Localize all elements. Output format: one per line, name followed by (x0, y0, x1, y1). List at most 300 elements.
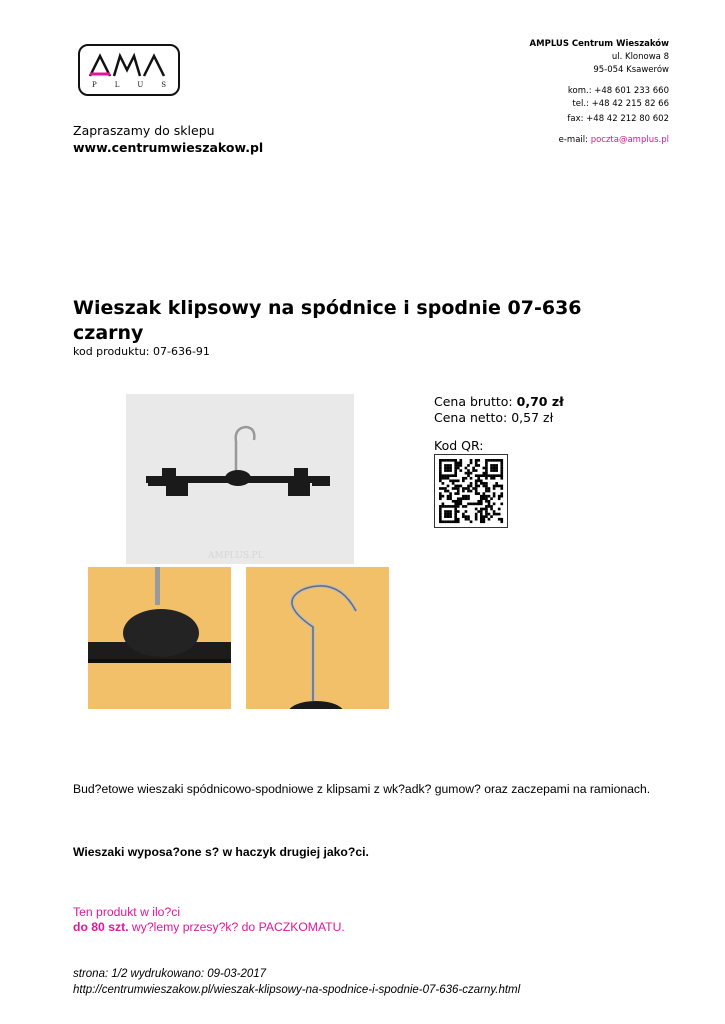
company-logo (78, 44, 180, 96)
qr-module (447, 485, 450, 488)
qr-module (444, 490, 447, 493)
qr-module (454, 474, 457, 477)
qr-module (449, 505, 452, 508)
qr-module (470, 485, 473, 488)
qr-module (442, 503, 445, 506)
qr-module (472, 469, 475, 472)
qr-module (454, 479, 457, 482)
qr-module (439, 474, 442, 477)
qr-module (449, 467, 452, 470)
qr-module (470, 477, 473, 480)
qr-module (447, 477, 450, 480)
qr-module (500, 464, 503, 467)
qr-module (447, 467, 450, 470)
qr-module (465, 472, 468, 475)
city: 95-054 Ksawerów (593, 65, 669, 75)
qr-module (449, 474, 452, 477)
qr-module (493, 495, 496, 498)
qr-module (465, 510, 468, 513)
qr-module (449, 495, 452, 498)
watermark: AMPLUS.PL (208, 551, 264, 561)
qr-module (470, 459, 473, 462)
qr-module (480, 500, 483, 503)
qr-module (465, 495, 468, 498)
qr-module (493, 513, 496, 516)
qr-module (465, 467, 468, 470)
qr-module (483, 518, 486, 521)
qr-module (439, 508, 442, 511)
promo-line-2: do 80 szt. wy?lemy przesy?k? do PACZKOMATU. (73, 920, 345, 934)
qr-module (485, 490, 488, 493)
qr-module (444, 459, 447, 462)
qr-module (462, 477, 465, 480)
qr-module (442, 505, 445, 508)
qr-module (472, 467, 475, 470)
qr-module (470, 503, 473, 506)
qr-module (447, 497, 450, 500)
qr-module (459, 485, 462, 488)
product-main-image[interactable] (126, 394, 354, 564)
qr-module (459, 459, 462, 462)
qr-module (454, 520, 457, 523)
street: ul. Klonowa 8 (611, 52, 669, 62)
qr-module (442, 459, 445, 462)
qr-module (488, 513, 491, 516)
qr-module (500, 487, 503, 490)
qr-module (483, 472, 486, 475)
qr-module (493, 474, 496, 477)
qr-module (485, 508, 488, 511)
qr-module (475, 503, 478, 506)
product-title: Wieszak klipsowy na spódnice i spodnie 07-636 czarny (73, 297, 582, 344)
qr-module (477, 459, 480, 462)
qr-module (439, 492, 442, 495)
qr-module (490, 474, 493, 477)
qr-module (467, 474, 470, 477)
qr-module (470, 472, 473, 475)
qr-module (495, 459, 498, 462)
qr-module (439, 462, 442, 465)
qr-module (465, 487, 468, 490)
qr-module (490, 469, 493, 472)
qr-module (495, 469, 498, 472)
qr-module (465, 505, 468, 508)
qr-module (500, 520, 503, 523)
qr-module (485, 462, 488, 465)
qr-module (439, 467, 442, 470)
qr-module (485, 477, 488, 480)
qr-module (475, 518, 478, 521)
qr-module (457, 462, 460, 465)
qr-module (442, 495, 445, 498)
qr-module (467, 487, 470, 490)
qr-module (454, 513, 457, 516)
qr-module (483, 474, 486, 477)
qr-module (457, 479, 460, 482)
qr-module (498, 459, 501, 462)
qr-module (467, 518, 470, 521)
qr-module (454, 472, 457, 475)
hanger-closeup-icon (88, 567, 231, 709)
qr-module (472, 487, 475, 490)
qr-module (477, 477, 480, 480)
qr-module (488, 474, 491, 477)
qr-module (488, 490, 491, 493)
qr-module (477, 479, 480, 482)
qr-module (444, 505, 447, 508)
qr-module (488, 495, 491, 498)
qr-module (483, 495, 486, 498)
qr-module (449, 479, 452, 482)
qr-module (500, 462, 503, 465)
qr-module (500, 469, 503, 472)
qr-module (442, 482, 445, 485)
hook-closeup-icon (246, 567, 389, 709)
qr-module (462, 479, 465, 482)
qr-module (490, 467, 493, 470)
qr-module (477, 464, 480, 467)
qr-module (457, 485, 460, 488)
qr-module (447, 520, 450, 523)
qr-module (485, 495, 488, 498)
hanger-icon (126, 394, 354, 564)
qr-module (457, 487, 460, 490)
qr-module (483, 515, 486, 518)
qr-module (467, 495, 470, 498)
qr-module (454, 487, 457, 490)
qr-module (480, 503, 483, 506)
qr-module (477, 474, 480, 477)
qr-module (444, 513, 447, 516)
qr-module (467, 472, 470, 475)
qr-module (483, 520, 486, 523)
qr-module (454, 508, 457, 511)
qr-module (488, 500, 491, 503)
qr-module (444, 510, 447, 513)
qr-module (493, 459, 496, 462)
qr-module (475, 459, 478, 462)
qr-module (439, 469, 442, 472)
qr-module (490, 515, 493, 518)
qr-module (462, 505, 465, 508)
price-gross: Cena brutto: 0,70 zł (434, 394, 564, 409)
qr-module (493, 510, 496, 513)
qr-module (449, 513, 452, 516)
qr-module (454, 518, 457, 521)
qr-module (457, 505, 460, 508)
qr-module (495, 467, 498, 470)
qr-module (457, 492, 460, 495)
qr-module (457, 503, 460, 506)
product-description: Bud?etowe wieszaki spódnicowo-spodniowe z klipsami z wk?adk? gumow? oraz zaczepami na ramionach. (73, 782, 651, 796)
qr-module (442, 520, 445, 523)
qr-module (483, 467, 486, 470)
qr-module (444, 474, 447, 477)
email-link[interactable]: poczta@amplus.pl (590, 135, 669, 145)
qr-module (475, 487, 478, 490)
qr-module (483, 492, 486, 495)
qr-code-graphic (435, 455, 507, 527)
qr-module (485, 515, 488, 518)
qr-module (493, 492, 496, 495)
qr-module (500, 467, 503, 470)
qr-module (449, 497, 452, 500)
qr-module (467, 515, 470, 518)
qr-module (475, 508, 478, 511)
qr-module (447, 495, 450, 498)
qr-module (452, 482, 455, 485)
qr-module (495, 482, 498, 485)
qr-code-icon (434, 454, 508, 528)
phone: tel.: +48 42 215 82 66 (572, 99, 669, 109)
qr-module (485, 513, 488, 516)
qr-module (457, 464, 460, 467)
qr-module (449, 515, 452, 518)
qr-module (459, 500, 462, 503)
qr-module (498, 513, 501, 516)
qr-module (477, 485, 480, 488)
qr-module (442, 474, 445, 477)
product-detail-image-1[interactable] (88, 567, 231, 709)
qr-module (444, 520, 447, 523)
qr-module (490, 464, 493, 467)
qr-module (439, 459, 442, 462)
qr-module (475, 474, 478, 477)
qr-module (462, 490, 465, 493)
qr-module (457, 518, 460, 521)
qr-module (475, 469, 478, 472)
qr-module (439, 515, 442, 518)
qr-module (480, 482, 483, 485)
qr-module (485, 459, 488, 462)
qr-module (485, 474, 488, 477)
qr-module (447, 490, 450, 493)
qr-module (490, 459, 493, 462)
qr-module (475, 479, 478, 482)
qr-module (485, 469, 488, 472)
qr-module (485, 510, 488, 513)
qr-module (500, 503, 503, 506)
qr-module (452, 505, 455, 508)
qr-module (495, 485, 498, 488)
qr-module (488, 459, 491, 462)
qr-module (490, 505, 493, 508)
qr-module (495, 464, 498, 467)
qr-module (467, 490, 470, 493)
qr-module (480, 515, 483, 518)
qr-module (439, 497, 442, 500)
qr-module (462, 497, 465, 500)
qr-module (459, 497, 462, 500)
qr-module (444, 487, 447, 490)
qr-module (475, 490, 478, 493)
fax: fax: +48 42 212 80 602 (567, 114, 669, 124)
qr-module (495, 513, 498, 516)
qr-module (475, 515, 478, 518)
qr-module (500, 492, 503, 495)
footer-page-info: strona: 1/2 wydrukowano: 09-03-2017 (73, 968, 267, 980)
qr-module (439, 479, 442, 482)
qr-module (500, 474, 503, 477)
qr-module (465, 515, 468, 518)
qr-module (459, 462, 462, 465)
qr-module (439, 518, 442, 521)
qr-module (439, 464, 442, 467)
qr-module (449, 510, 452, 513)
qr-module (454, 492, 457, 495)
qr-module (480, 518, 483, 521)
qr-module (493, 487, 496, 490)
qr-module (475, 485, 478, 488)
qr-module (493, 485, 496, 488)
qr-module (459, 469, 462, 472)
qr-module (444, 469, 447, 472)
qr-module (498, 518, 501, 521)
qr-module (447, 515, 450, 518)
qr-module (480, 474, 483, 477)
qr-module (439, 487, 442, 490)
qr-module (490, 477, 493, 480)
qr-module (459, 464, 462, 467)
qr-module (500, 485, 503, 488)
qr-module (485, 487, 488, 490)
page-footer (73, 966, 520, 998)
qr-module (442, 477, 445, 480)
qr-module (470, 462, 473, 465)
qr-module (480, 508, 483, 511)
qr-module (449, 469, 452, 472)
price-block (434, 394, 564, 426)
qr-module (454, 459, 457, 462)
qr-module (475, 513, 478, 516)
qr-module (449, 464, 452, 467)
qr-module (480, 495, 483, 498)
qr-module (467, 485, 470, 488)
hook-note: Wieszaki wyposa?one s? w haczyk drugiej jako?ci. (73, 845, 369, 859)
qr-module (452, 520, 455, 523)
company-name: AMPLUS Centrum Wieszaków (529, 39, 669, 49)
qr-module (465, 477, 468, 480)
qr-module (485, 500, 488, 503)
qr-module (467, 497, 470, 500)
qr-module (452, 487, 455, 490)
qr-module (454, 485, 457, 488)
qr-module (477, 500, 480, 503)
logo-subtitle: P L U S (92, 81, 166, 89)
shop-url-link[interactable]: www.centrumwieszakow.pl (73, 140, 264, 155)
qr-module (454, 505, 457, 508)
qr-module (454, 500, 457, 503)
qr-module (467, 503, 470, 506)
qr-module (477, 503, 480, 506)
qr-module (457, 510, 460, 513)
qr-module (477, 492, 480, 495)
qr-module (449, 492, 452, 495)
qr-module (485, 472, 488, 475)
qr-module (447, 474, 450, 477)
qr-module (493, 503, 496, 506)
qr-module (447, 510, 450, 513)
qr-module (470, 482, 473, 485)
invite-text: Zapraszamy do sklepu (73, 123, 215, 138)
qr-module (454, 462, 457, 465)
qr-module (500, 495, 503, 498)
qr-module (465, 497, 468, 500)
qr-module (452, 459, 455, 462)
qr-module (480, 513, 483, 516)
qr-module (444, 515, 447, 518)
product-detail-image-2[interactable] (246, 567, 389, 709)
price-net: Cena netto: 0,57 zł (434, 410, 554, 425)
qr-module (439, 505, 442, 508)
qr-module (457, 467, 460, 470)
qr-module (444, 464, 447, 467)
qr-module (477, 510, 480, 513)
qr-module (475, 462, 478, 465)
qr-module (493, 477, 496, 480)
contact-block (530, 38, 669, 147)
qr-module (498, 508, 501, 511)
qr-module (457, 500, 460, 503)
qr-module (457, 497, 460, 500)
qr-module (488, 487, 491, 490)
qr-module (500, 518, 503, 521)
qr-module (452, 474, 455, 477)
qr-module (485, 485, 488, 488)
qr-module (439, 472, 442, 475)
mobile-phone: kom.: +48 601 233 660 (567, 86, 669, 96)
qr-module (475, 464, 478, 467)
qr-module (454, 503, 457, 506)
qr-module (454, 464, 457, 467)
qr-module (449, 459, 452, 462)
product-code: kod produktu: 07-636-91 (73, 345, 210, 358)
parcel-promo (73, 905, 345, 935)
qr-module (459, 503, 462, 506)
qr-module (500, 477, 503, 480)
qr-module (449, 520, 452, 523)
email-label: e-mail: (558, 135, 588, 145)
qr-module (475, 482, 478, 485)
promo-line-1: Ten produkt w ilo?ci (73, 905, 181, 919)
qr-module (447, 459, 450, 462)
qr-module (447, 513, 450, 516)
qr-module (483, 508, 486, 511)
qr-module (470, 520, 473, 523)
qr-module (462, 487, 465, 490)
qr-module (483, 482, 486, 485)
qr-module (465, 518, 468, 521)
qr-module (447, 505, 450, 508)
qr-module (488, 518, 491, 521)
qr-module (500, 472, 503, 475)
qr-label: Kod QR: (434, 438, 484, 453)
qr-module (472, 503, 475, 506)
qr-module (462, 495, 465, 498)
qr-module (485, 467, 488, 470)
qr-module (475, 492, 478, 495)
qr-module (462, 515, 465, 518)
qr-module (485, 482, 488, 485)
qr-module (454, 515, 457, 518)
qr-module (480, 497, 483, 500)
qr-module (462, 513, 465, 516)
qr-module (439, 477, 442, 480)
qr-module (447, 464, 450, 467)
qr-module (485, 464, 488, 467)
qr-module (452, 479, 455, 482)
qr-module (483, 485, 486, 488)
